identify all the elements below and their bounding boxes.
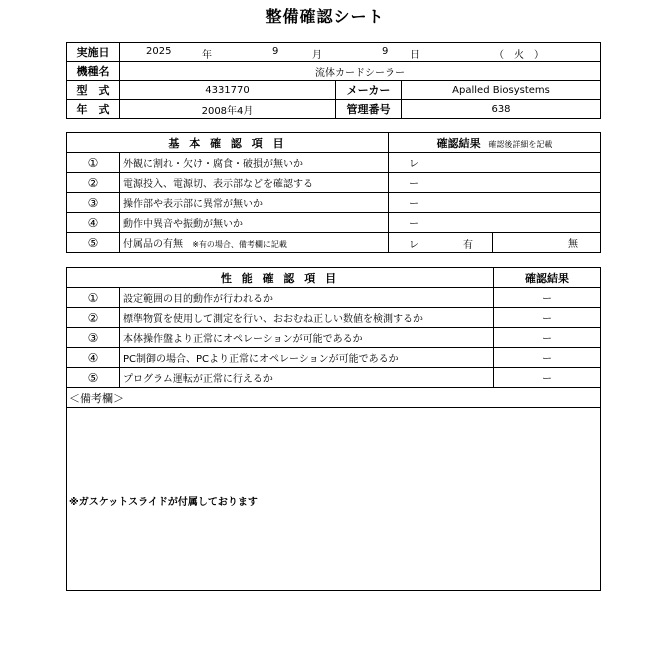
impl-date-field[interactable] (120, 43, 601, 62)
remarks-body[interactable] (67, 408, 601, 591)
item-text-accessories (120, 233, 389, 253)
accessories-yes: 有 (463, 240, 473, 251)
item-result[interactable]: ー (494, 368, 601, 388)
maker-label: メーカー (336, 81, 402, 100)
item-number: ③ (67, 193, 120, 213)
item-number: ⑤ (67, 233, 120, 253)
year-model-value[interactable]: 2008年4月 (120, 100, 336, 119)
impl-date-label: 実施日 (67, 43, 120, 62)
maker-value[interactable]: Apalled Biosystems (402, 81, 601, 100)
item-number: ① (67, 288, 120, 308)
item-result[interactable]: ー (494, 308, 601, 328)
model-name-label: 機種名 (67, 62, 120, 81)
table-row (67, 288, 601, 308)
info-table (66, 42, 601, 119)
remarks-label-row (67, 388, 601, 408)
item-text: 本体操作盤より正常にオペレーションが可能であるか (120, 328, 494, 348)
basic-header-row (67, 133, 601, 153)
perf-header-row (67, 268, 601, 288)
info-row-date (67, 43, 601, 62)
table-row (67, 153, 601, 173)
perf-header: 性 能 確 認 項 目 (67, 268, 494, 288)
accessories-yes-cell[interactable] (389, 233, 493, 253)
mgmt-no-label: 管理番号 (336, 100, 402, 119)
remarks-label: ＜備考欄＞ (67, 388, 601, 408)
accessories-note: ※有の場合、備考欄に記載 (192, 240, 287, 249)
type-value[interactable]: 4331770 (120, 81, 336, 100)
month-value: 9 (272, 46, 279, 57)
month-unit: 月 (312, 50, 322, 61)
item-result[interactable]: ー (494, 348, 601, 368)
year-unit: 年 (202, 50, 212, 61)
item-number: ④ (67, 348, 120, 368)
basic-check-table (66, 132, 601, 253)
item-result[interactable]: ー (389, 193, 601, 213)
basic-header: 基 本 確 認 項 目 (67, 133, 389, 153)
info-row-year (67, 100, 601, 119)
table-row (67, 213, 601, 233)
basic-result-header-label: 確認結果 (436, 136, 481, 150)
item-text: プログラム運転が正常に行えるか (120, 368, 494, 388)
table-row (67, 193, 601, 213)
item-text: 設定範囲の目的動作が行われるか (120, 288, 494, 308)
page-title: 整備確認シート (265, 7, 385, 26)
info-row-model (67, 62, 601, 81)
remarks-body-row (67, 408, 601, 591)
item-text: 電源投入、電源切、表示部などを確認する (120, 173, 389, 193)
year-model-label: 年 式 (67, 100, 120, 119)
item-text: 外観に割れ・欠け・腐食・破損が無いか (120, 153, 389, 173)
basic-result-header (389, 133, 601, 153)
item-result[interactable]: ー (494, 288, 601, 308)
item-number: ② (67, 173, 120, 193)
item-result[interactable]: ー (389, 173, 601, 193)
day-unit: 日 (410, 50, 420, 61)
table-row (67, 308, 601, 328)
mgmt-no-value[interactable]: 638 (402, 100, 601, 119)
item-number: ① (67, 153, 120, 173)
table-row (67, 368, 601, 388)
type-label: 型 式 (67, 81, 120, 100)
model-name-value[interactable]: 流体カードシーラー (120, 62, 601, 81)
item-text: 動作中異音や振動が無いか (120, 213, 389, 233)
item-result[interactable]: レ (389, 153, 601, 173)
remarks-text: ※ガスケットスライドが付属しております (69, 497, 258, 508)
table-row (67, 328, 601, 348)
performance-check-table (66, 267, 601, 591)
table-row (67, 233, 601, 253)
table-row (67, 348, 601, 368)
item-number: ④ (67, 213, 120, 233)
info-row-type (67, 81, 601, 100)
day-value: 9 (382, 46, 389, 57)
item-result[interactable]: ー (494, 328, 601, 348)
basic-result-note: 確認後詳細を記載 (488, 139, 553, 149)
item-text: 操作部や表示部に異常が無いか (120, 193, 389, 213)
year-value: 2025 (146, 46, 172, 57)
item-number: ⑤ (67, 368, 120, 388)
perf-result-header: 確認結果 (494, 268, 601, 288)
item-number: ③ (67, 328, 120, 348)
item-result[interactable]: ー (389, 213, 601, 233)
table-row (67, 173, 601, 193)
weekday-value: （ 火 ） (494, 50, 544, 61)
item-text: PC制御の場合、PCより正常にオペレーションが可能であるか (120, 348, 494, 368)
item-number: ② (67, 308, 120, 328)
item-text: 標準物質を使用して測定を行い、おおむね正しい数値を検測するか (120, 308, 494, 328)
accessories-label: 付属品の有無 (123, 239, 183, 250)
accessories-mark: レ (409, 240, 419, 251)
accessories-no[interactable]: 無 (493, 233, 601, 253)
